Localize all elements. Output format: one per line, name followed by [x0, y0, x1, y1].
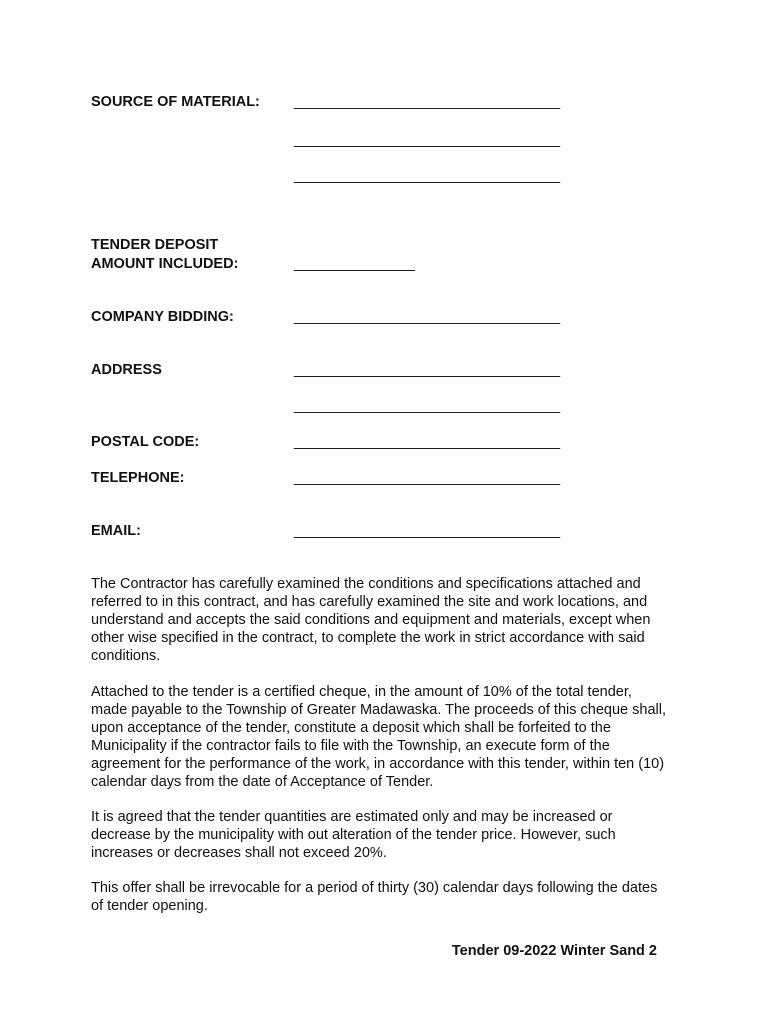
company-bidding-line[interactable]: _________________________________: [294, 309, 561, 325]
paragraph-certified-cheque: Attached to the tender is a certified cheque, in the amount of 10% of the total tender, made payable to the Township of Greater Madawaska. The proceeds of this cheque shall, upon acceptance of the tender, constitute a deposit which shall be forfeited to the Municipality if the contractor fails to file with the Township, an execute form of the agreement for the performance of the work, in accordance with this tender, within ten (10) calendar days from the date of Acceptance of Tender.: [91, 684, 666, 790]
source-of-material-line-2[interactable]: _________________________________: [294, 132, 561, 148]
source-of-material-line-3[interactable]: _________________________________: [294, 168, 561, 184]
address-line-1[interactable]: _________________________________: [294, 362, 561, 378]
tender-deposit-line[interactable]: _______________: [294, 256, 415, 272]
paragraph-irrevocable-offer: This offer shall be irrevocable for a period of thirty (30) calendar days following the dates of tender opening.: [91, 880, 658, 914]
tender-footer: Tender 09-2022 Winter Sand 2: [451, 943, 657, 959]
tender-deposit-label: TENDER DEPOSIT AMOUNT INCLUDED:: [91, 237, 239, 272]
postal-code-label: POSTAL CODE:: [91, 434, 200, 450]
paragraph-contractor-examined: The Contractor has carefully examined the conditions and specifications attached and referred to in this contract, and has carefully examined the site and work locations, and understand and accepts the said conditions and equipment and materials, except when other wise specified in the contract, to complete the work in strict accordance with said conditions.: [91, 576, 651, 664]
company-bidding-label: COMPANY BIDDING:: [91, 309, 234, 325]
address-line-2[interactable]: _________________________________: [294, 398, 561, 414]
telephone-line[interactable]: _________________________________: [294, 470, 561, 486]
address-label: ADDRESS: [91, 362, 162, 378]
paragraph-tender-quantities: It is agreed that the tender quantities are estimated only and may be increased or decrease by the municipality with out alteration of the tender price. However, such increases or decreases shall not exceed 20%.: [91, 809, 616, 861]
email-line[interactable]: _________________________________: [294, 523, 561, 539]
postal-code-line[interactable]: _________________________________: [294, 434, 561, 450]
source-of-material-line-1[interactable]: _________________________________: [294, 94, 561, 110]
email-label: EMAIL:: [91, 523, 141, 539]
source-of-material-label: SOURCE OF MATERIAL:: [91, 94, 260, 110]
telephone-label: TELEPHONE:: [91, 470, 185, 486]
